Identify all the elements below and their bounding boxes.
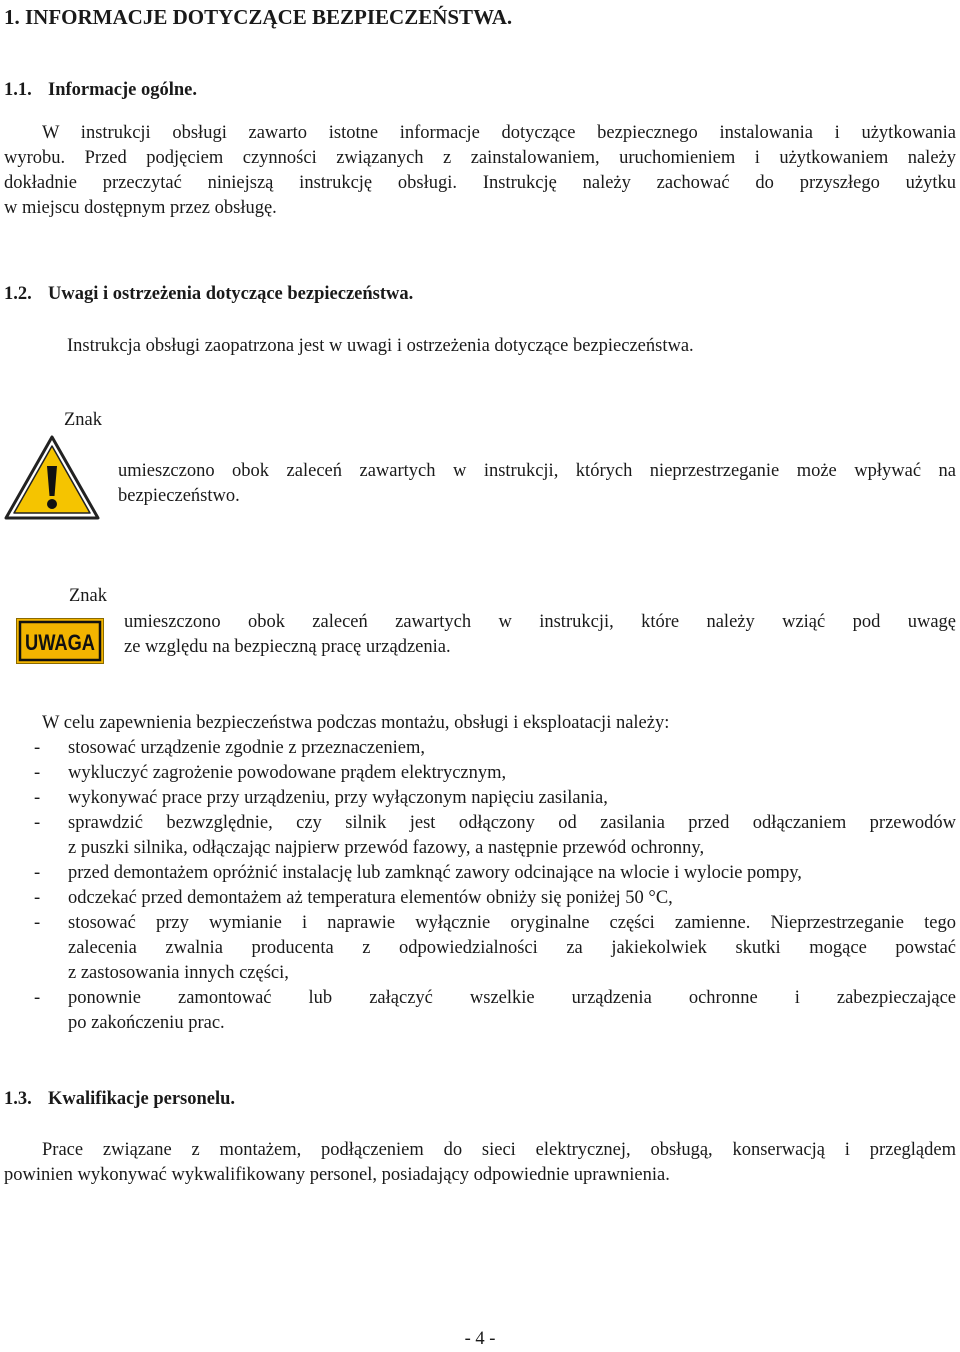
section-title: Kwalifikacje personelu. [48,1089,236,1109]
list-dash: - [34,913,41,933]
list-item [4,986,956,1036]
text-line: wykluczyć zagrożenie powodowane prądem elektrycznym, [68,763,507,783]
section-1-3-heading [4,1089,235,1110]
text-line: sprawdzić bezwzględnie, czy silnik jest odłączony od zasilania przed odłączaniem przewodów [68,813,956,833]
text-line: bezpieczeństwo. [118,486,240,506]
list-dash: - [34,738,41,758]
list-item [4,886,956,911]
text-line: Prace związane z montażem, podłączeniem do sieci elektrycznej, obsługą, konserwacją i przeglądem [42,1140,956,1160]
list-item [4,736,956,761]
text-line: W instrukcji obsługi zawarto istotne informacje dotyczące bezpiecznego instalowania i użytkowania [42,123,956,143]
text-line: wyrobu. Przed podjęciem czynności związanych z zainstalowaniem, uruchomieniem i użytkowaniem należy [4,148,956,168]
sign2-description [124,610,956,660]
list-dash: - [34,988,41,1008]
list-item [4,786,956,811]
list-dash: - [34,888,41,908]
section-title: Uwagi i ostrzeżenia dotyczące bezpieczeństwa. [48,284,414,304]
list-item [4,861,956,886]
paragraph-general-info [4,121,956,221]
sign-label: Znak [64,410,103,430]
paragraph-qualifications [4,1138,956,1188]
section-number: 1.2. [4,284,32,304]
text-line: odczekać przed demontażem aż temperatura elementów obniży się poniżej 50 °C, [68,888,673,908]
list-dash: - [34,813,41,833]
text-line: ponownie zamontować lub załączyć wszelkie urządzenia ochronne i zabezpieczające [68,988,956,1008]
text-line: z puszki silnika, odłączając najpierw przewód fazowy, a następnie przewód ochronny, [68,838,705,858]
sign1-description [118,459,956,509]
list-dash: - [34,863,41,883]
list-item [4,811,956,861]
sign-label: Znak [69,586,108,606]
section-1-2-heading [4,284,413,305]
paragraph-warnings-intro: Instrukcja obsługi zaopatrzona jest w uwagi i ostrzeżenia dotyczące bezpieczeństwa. [67,336,694,356]
safety-list [4,736,956,1036]
list-dash: - [34,788,41,808]
text-line: umieszczono obok zaleceń zawartych w instrukcji, których nieprzestrzeganie może wpływać na [118,461,956,481]
text-line: dokładnie przeczytać niniejszą instrukcję obsługi. Instrukcję należy zachować do przyszłego użytku [4,173,956,193]
safety-intro: W celu zapewnienia bezpieczeństwa podczas montażu, obsługi i eksploatacji należy: [42,713,670,733]
uwaga-sign-text: UWAGA [25,630,96,655]
text-line: stosować urządzenie zgodnie z przeznaczeniem, [68,738,425,758]
text-line: powinien wykonywać wykwalifikowany personel, posiadający odpowiednie uprawnienia. [4,1165,670,1185]
text-line: przed demontażem opróżnić instalację lub zamknąć zawory odcinające na wlocie i wylocie pompy, [68,863,802,883]
text-line: po zakończeniu prac. [68,1013,225,1033]
text-line: zalecenia zwalnia producenta z odpowiedzialności za jakiekolwiek skutki mogące powstać [68,938,956,958]
list-item [4,761,956,786]
section-number: 1.1. [4,80,32,100]
page-number: - 4 - [464,1329,496,1349]
text-line: w miejscu dostępnym przez obsługę. [4,198,277,218]
text-line: ze względu na bezpieczną pracę urządzenia. [124,637,451,657]
warning-triangle-icon [3,434,101,522]
main-heading: 1. INFORMACJE DOTYCZĄCE BEZPIECZEŃSTWA. [4,5,513,29]
text-line: umieszczono obok zaleceń zawartych w instrukcji, które należy wziąć pod uwagę [124,612,956,632]
section-number: 1.3. [4,1089,32,1109]
uwaga-sign-icon [16,618,104,664]
list-item [4,911,956,986]
list-dash: - [34,763,41,783]
section-title: Informacje ogólne. [48,80,197,100]
text-line: wykonywać prace przy urządzeniu, przy wyłączonym napięciu zasilania, [68,788,608,808]
text-line: z zastosowania innych części, [68,963,289,983]
section-1-1-heading [4,80,197,101]
text-line: stosować przy wymianie i naprawie wyłącznie oryginalne części zamienne. Nieprzestrzeganie tego [68,913,956,933]
